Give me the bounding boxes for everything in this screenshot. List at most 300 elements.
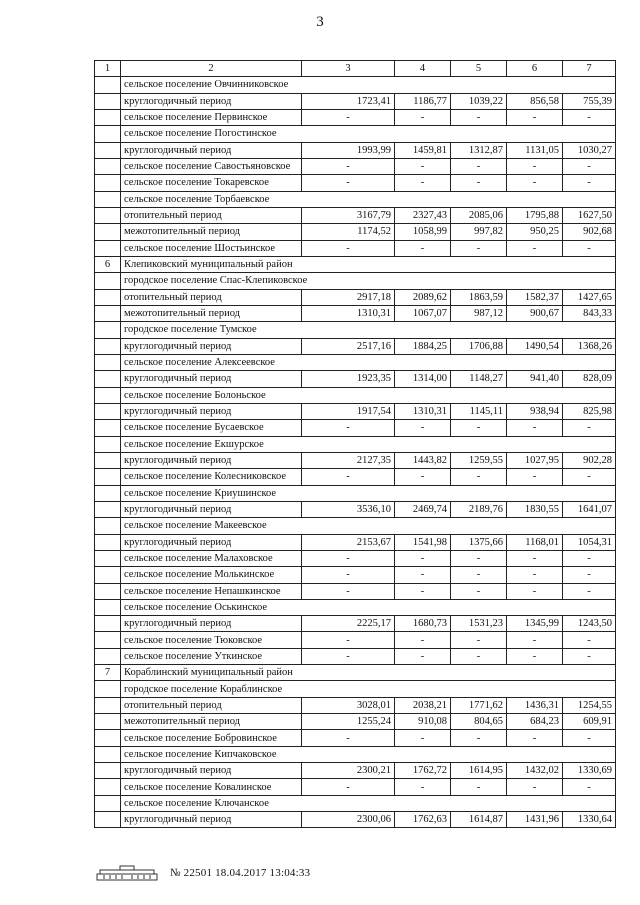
value-cell: - [302,583,395,599]
value-cell: - [451,240,507,256]
value-cell: - [302,632,395,648]
section-title-cell: городское поселение Тумское [121,322,616,338]
value-cell: - [563,648,616,664]
section-title-cell: Клепиковский муниципальный район [121,256,616,272]
table-row [95,109,616,125]
value-cell: - [451,632,507,648]
period-label-cell: круглогодичный период [121,501,302,517]
value-cell: 1762,63 [395,812,451,828]
row-number-cell [95,632,121,648]
table-row [95,746,616,762]
table-row [95,812,616,828]
value-cell: 938,94 [507,403,563,419]
row-number-cell [95,812,121,828]
value-cell: 1706,88 [451,338,507,354]
row-number-cell [95,338,121,354]
value-cell: - [507,648,563,664]
value-cell: - [563,469,616,485]
value-cell: 1723,41 [302,93,395,109]
value-cell: - [507,550,563,566]
row-number-cell [95,240,121,256]
row-number-cell [95,77,121,93]
value-cell: - [302,567,395,583]
section-title-cell: городское поселение Спас-Клепиковское [121,273,616,289]
value-cell: - [563,420,616,436]
value-cell: - [451,730,507,746]
table-row [95,126,616,142]
row-number-cell [95,289,121,305]
row-number-cell [95,714,121,730]
row-number-cell [95,534,121,550]
value-cell: 1614,95 [451,763,507,779]
row-number-cell [95,305,121,321]
section-title-cell: сельское поселение Оськинское [121,599,616,615]
value-cell: 1375,66 [451,534,507,550]
value-cell: - [563,779,616,795]
value-cell: 900,67 [507,305,563,321]
table-row [95,648,616,664]
row-number-cell [95,567,121,583]
value-cell: 1641,07 [563,501,616,517]
row-number-cell: 6 [95,256,121,272]
period-label-cell: сельское поселение Колесниковское [121,469,302,485]
value-cell: - [395,240,451,256]
row-number-cell [95,648,121,664]
value-cell: 825,98 [563,403,616,419]
value-cell: 1884,25 [395,338,451,354]
period-label-cell: сельское поселение Молькинское [121,567,302,583]
value-cell: - [451,175,507,191]
value-cell: - [395,632,451,648]
value-cell: 2517,16 [302,338,395,354]
value-cell: - [302,158,395,174]
row-number-cell: 7 [95,665,121,681]
table-row [95,697,616,713]
value-cell: - [302,175,395,191]
value-cell: - [563,567,616,583]
row-number-cell [95,550,121,566]
period-label-cell: отопительный период [121,289,302,305]
table-row [95,273,616,289]
value-cell: - [451,550,507,566]
table-row [95,763,616,779]
value-cell: - [395,158,451,174]
period-label-cell: круглогодичный период [121,763,302,779]
table-row [95,175,616,191]
table-row [95,616,616,632]
value-cell: - [451,158,507,174]
table-row [95,485,616,501]
value-cell: 902,28 [563,452,616,468]
period-label-cell: сельское поселение Малаховское [121,550,302,566]
value-cell: 1148,27 [451,371,507,387]
section-title-cell: сельское поселение Екшурское [121,436,616,452]
value-cell: - [302,109,395,125]
value-cell: - [302,240,395,256]
value-cell: 1863,59 [451,289,507,305]
period-label-cell: сельское поселение Бусаевское [121,420,302,436]
value-cell: 1145,11 [451,403,507,419]
value-cell: - [507,420,563,436]
value-cell: - [395,779,451,795]
footer [96,864,310,882]
value-cell: 1432,02 [507,763,563,779]
period-label-cell: круглогодичный период [121,338,302,354]
registration-stamp: № 22501 18.04.2017 13:04:33 [170,867,311,879]
value-cell: - [563,632,616,648]
row-number-cell [95,191,121,207]
value-cell: 1058,99 [395,224,451,240]
value-cell: 843,33 [563,305,616,321]
section-title-cell: сельское поселение Ключанское [121,795,616,811]
period-label-cell: отопительный период [121,697,302,713]
value-cell: 856,58 [507,93,563,109]
value-cell: 1531,23 [451,616,507,632]
row-number-cell [95,420,121,436]
section-title-cell: сельское поселение Кипчаковское [121,746,616,762]
value-cell: - [395,175,451,191]
period-label-cell: межотопительный период [121,224,302,240]
row-number-cell [95,779,121,795]
value-cell: 987,12 [451,305,507,321]
value-cell: - [451,583,507,599]
value-cell: - [563,175,616,191]
table-row [95,322,616,338]
row-number-cell [95,730,121,746]
value-cell: 2127,35 [302,452,395,468]
period-label-cell: сельское поселение Ковалинское [121,779,302,795]
value-cell: - [395,583,451,599]
value-cell: - [451,109,507,125]
period-label-cell: сельское поселение Непашкинское [121,583,302,599]
period-label-cell: круглогодичный период [121,452,302,468]
value-cell: 1917,54 [302,403,395,419]
value-cell: - [507,109,563,125]
value-cell: 1259,55 [451,452,507,468]
period-label-cell: межотопительный период [121,305,302,321]
value-cell: 1174,52 [302,224,395,240]
value-cell: 1243,50 [563,616,616,632]
value-cell: 684,23 [507,714,563,730]
value-cell: - [507,158,563,174]
row-number-cell [95,469,121,485]
table-row [95,354,616,370]
value-cell: 1762,72 [395,763,451,779]
row-number-cell [95,371,121,387]
section-title-cell: сельское поселение Торбаевское [121,191,616,207]
value-cell: 1131,05 [507,142,563,158]
section-title-cell: сельское поселение Болоньское [121,387,616,403]
row-number-cell [95,93,121,109]
table-row [95,730,616,746]
value-cell: - [507,779,563,795]
value-cell: 1314,00 [395,371,451,387]
value-cell: - [302,648,395,664]
table-row [95,436,616,452]
period-label-cell: сельское поселение Тюковское [121,632,302,648]
period-label-cell: сельское поселение Уткинское [121,648,302,664]
value-cell: - [507,583,563,599]
value-cell: - [451,779,507,795]
value-cell: 1330,64 [563,812,616,828]
value-cell: - [302,730,395,746]
value-cell: - [507,567,563,583]
row-number-cell [95,501,121,517]
table-row [95,420,616,436]
table-row [95,534,616,550]
value-cell: 1443,82 [395,452,451,468]
row-number-cell [95,109,121,125]
header-cell: 4 [395,61,451,77]
value-cell: 1254,55 [563,697,616,713]
period-label-cell: сельское поселение Первинское [121,109,302,125]
value-cell: - [451,420,507,436]
value-cell: 941,40 [507,371,563,387]
value-cell: 1541,98 [395,534,451,550]
row-number-cell [95,436,121,452]
value-cell: 1771,62 [451,697,507,713]
value-cell: 1680,73 [395,616,451,632]
period-label-cell: сельское поселение Токаревское [121,175,302,191]
table-row [95,518,616,534]
value-cell: 1459,81 [395,142,451,158]
value-cell: - [451,567,507,583]
period-label-cell: круглогодичный период [121,616,302,632]
header-cell: 3 [302,61,395,77]
value-cell: 1310,31 [302,305,395,321]
row-number-cell [95,322,121,338]
value-cell: 2189,76 [451,501,507,517]
period-label-cell: круглогодичный период [121,812,302,828]
section-title-cell: городское поселение Кораблинское [121,681,616,697]
table-row [95,207,616,223]
section-title-cell: сельское поселение Овчинниковское [121,77,616,93]
value-cell: 2300,21 [302,763,395,779]
table-row [95,550,616,566]
table-row [95,256,616,272]
table-row [95,599,616,615]
value-cell: 2089,62 [395,289,451,305]
value-cell: 3028,01 [302,697,395,713]
value-cell: - [563,158,616,174]
row-number-cell [95,746,121,762]
row-number-cell [95,126,121,142]
table-row [95,632,616,648]
row-number-cell [95,403,121,419]
table-row [95,452,616,468]
value-cell: 1436,31 [507,697,563,713]
value-cell: - [563,109,616,125]
value-cell: 1923,35 [302,371,395,387]
value-cell: - [451,648,507,664]
table-row [95,681,616,697]
value-cell: 1168,01 [507,534,563,550]
value-cell: - [302,550,395,566]
value-cell: - [563,240,616,256]
table-row [95,224,616,240]
value-cell: - [395,420,451,436]
value-cell: 1054,31 [563,534,616,550]
value-cell: - [507,632,563,648]
value-cell: - [395,109,451,125]
value-cell: 1027,95 [507,452,563,468]
value-cell: 1427,65 [563,289,616,305]
value-cell: 3536,10 [302,501,395,517]
section-title-cell: сельское поселение Криушинское [121,485,616,501]
value-cell: - [395,648,451,664]
table-row [95,714,616,730]
value-cell: 1490,54 [507,338,563,354]
tariff-table [94,60,616,828]
value-cell: 2153,67 [302,534,395,550]
value-cell: 1345,99 [507,616,563,632]
row-number-cell [95,207,121,223]
value-cell: 1368,26 [563,338,616,354]
value-cell: 2917,18 [302,289,395,305]
section-title-cell: сельское поселение Макеевское [121,518,616,534]
row-number-cell [95,485,121,501]
table-row [95,305,616,321]
header-cell: 1 [95,61,121,77]
row-number-cell [95,273,121,289]
value-cell: - [563,550,616,566]
value-cell: 1795,88 [507,207,563,223]
table-row [95,567,616,583]
value-cell: - [302,420,395,436]
value-cell: 1255,24 [302,714,395,730]
table-row [95,77,616,93]
section-title-cell: сельское поселение Погостинское [121,126,616,142]
table-row [95,289,616,305]
value-cell: 2225,17 [302,616,395,632]
value-cell: 609,91 [563,714,616,730]
row-number-cell [95,142,121,158]
period-label-cell: сельское поселение Савостьяновское [121,158,302,174]
value-cell: 1431,96 [507,812,563,828]
header-cell: 2 [121,61,302,77]
value-cell: 1030,27 [563,142,616,158]
page-number: 3 [316,14,324,30]
table-row [95,501,616,517]
header-cell: 6 [507,61,563,77]
value-cell: 1614,87 [451,812,507,828]
table-row [95,158,616,174]
value-cell: 1312,87 [451,142,507,158]
value-cell: 1627,50 [563,207,616,223]
table-row [95,371,616,387]
row-number-cell [95,354,121,370]
value-cell: 755,39 [563,93,616,109]
table-row [95,93,616,109]
value-cell: 902,68 [563,224,616,240]
value-cell: 2085,06 [451,207,507,223]
period-label-cell: сельское поселение Шостьинское [121,240,302,256]
row-number-cell [95,795,121,811]
period-label-cell: круглогодичный период [121,534,302,550]
value-cell: - [395,567,451,583]
row-number-cell [95,697,121,713]
value-cell: 828,09 [563,371,616,387]
row-number-cell [95,224,121,240]
table-row [95,469,616,485]
row-number-cell [95,583,121,599]
value-cell: 3167,79 [302,207,395,223]
period-label-cell: отопительный период [121,207,302,223]
table-row [95,779,616,795]
section-title-cell: Кораблинский муниципальный район [121,665,616,681]
row-number-cell [95,518,121,534]
header-cell: 5 [451,61,507,77]
value-cell: - [507,730,563,746]
row-number-cell [95,452,121,468]
value-cell: 950,25 [507,224,563,240]
row-number-cell [95,681,121,697]
table-row [95,338,616,354]
table-row [95,191,616,207]
value-cell: 1310,31 [395,403,451,419]
value-cell: - [395,469,451,485]
value-cell: 910,08 [395,714,451,730]
value-cell: - [563,583,616,599]
row-number-cell [95,599,121,615]
row-number-cell [95,763,121,779]
value-cell: 1067,07 [395,305,451,321]
value-cell: 804,65 [451,714,507,730]
period-label-cell: круглогодичный период [121,93,302,109]
table-row [95,795,616,811]
value-cell: - [507,469,563,485]
value-cell: 1330,69 [563,763,616,779]
value-cell: 1582,37 [507,289,563,305]
building-logo-icon [96,865,158,881]
value-cell: - [507,175,563,191]
table-row [95,403,616,419]
header-row [95,61,616,77]
table-row [95,387,616,403]
value-cell: - [395,550,451,566]
period-label-cell: круглогодичный период [121,371,302,387]
period-label-cell: сельское поселение Бобровинское [121,730,302,746]
value-cell: 1830,55 [507,501,563,517]
value-cell: - [451,469,507,485]
row-number-cell [95,158,121,174]
section-title-cell: сельское поселение Алексеевское [121,354,616,370]
period-label-cell: межотопительный период [121,714,302,730]
value-cell: 2300,06 [302,812,395,828]
period-label-cell: круглогодичный период [121,403,302,419]
row-number-cell [95,616,121,632]
value-cell: 2327,43 [395,207,451,223]
row-number-cell [95,175,121,191]
value-cell: 1993,99 [302,142,395,158]
table-row [95,583,616,599]
period-label-cell: круглогодичный период [121,142,302,158]
value-cell: 1186,77 [395,93,451,109]
table-row [95,240,616,256]
value-cell: 1039,22 [451,93,507,109]
value-cell: - [507,240,563,256]
value-cell: 997,82 [451,224,507,240]
value-cell: 2038,21 [395,697,451,713]
table-row [95,665,616,681]
row-number-cell [95,387,121,403]
value-cell: 2469,74 [395,501,451,517]
value-cell: - [395,730,451,746]
table-row [95,142,616,158]
value-cell: - [563,730,616,746]
header-cell: 7 [563,61,616,77]
value-cell: - [302,469,395,485]
